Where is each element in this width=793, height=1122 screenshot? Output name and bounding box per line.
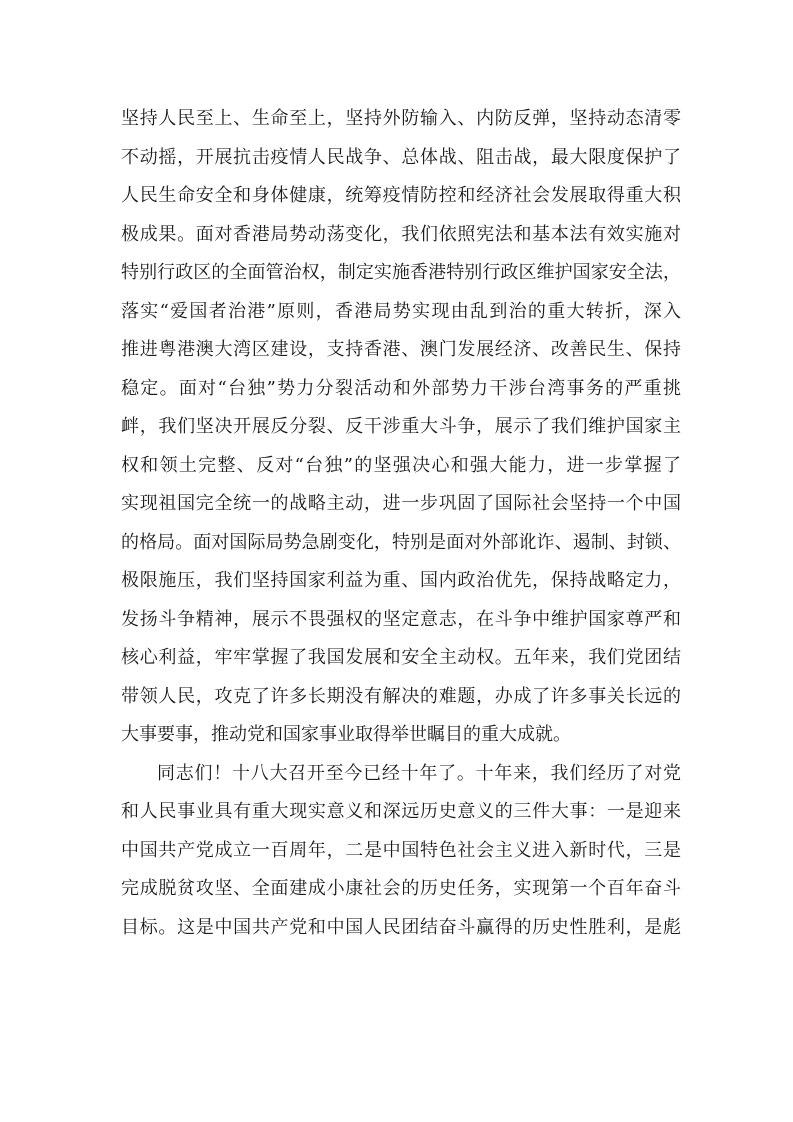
text-line: 发扬斗争精神，展示不畏强权的坚定意志，在斗争中维护国家尊严和	[121, 608, 681, 630]
text-line: 推进粤港澳大湾区建设，支持香港、澳门发展经济、改善民生、保持	[121, 339, 681, 360]
text-line: 同志们！十八大召开至今已经十年了。十年来，我们经历了对党	[157, 762, 681, 784]
text-line: 衅，我们坚决开展反分裂、反干涉重大斗争，展示了我们维护国家主	[121, 416, 681, 437]
text-line: 目标。这是中国共产党和中国人民团结奋斗赢得的历史性胜利，是彪	[121, 916, 681, 938]
text-line: 和人民事业具有重大现实意义和深远历史意义的三件大事：一是迎来	[121, 801, 681, 822]
body-text	[121, 100, 681, 947]
text-line: 实现祖国完全统一的战略主动，进一步巩固了国际社会坚持一个中国	[121, 493, 681, 514]
paragraph	[121, 755, 681, 948]
text-line: 极限施压，我们坚持国家利益为重、国内政治优先，保持战略定力，	[121, 570, 681, 591]
text-line: 核心利益，牢牢掌握了我国发展和安全主动权。五年来，我们党团结	[121, 647, 681, 668]
text-line: 坚持人民至上、生命至上，坚持外防输入、内防反弹，坚持动态清零	[121, 108, 681, 129]
paragraph	[121, 100, 681, 755]
text-line: 不动摇，开展抗击疫情人民战争、总体战、阻击战，最大限度保护了	[121, 146, 681, 168]
text-line: 特别行政区的全面管治权，制定实施香港特别行政区维护国家安全法，	[121, 262, 681, 283]
text-line: 稳定。面对“台独”势力分裂活动和外部势力干涉台湾事务的严重挑	[121, 377, 681, 399]
text-line: 带领人民，攻克了许多长期没有解决的难题，办成了许多事关长远的	[121, 685, 681, 707]
text-line: 权和领土完整、反对“台独”的坚强决心和强大能力，进一步掌握了	[121, 454, 681, 476]
text-line: 中国共产党成立一百周年，二是中国特色社会主义进入新时代，三是	[121, 839, 681, 861]
text-line: 大事要事，推动党和国家事业取得举世瞩目的重大成就。	[121, 724, 571, 745]
text-line: 落实“爱国者治港”原则，香港局势实现由乱到治的重大转折，深入	[121, 300, 681, 322]
text-line: 极成果。面对香港局势动荡变化，我们依照宪法和基本法有效实施对	[121, 223, 681, 245]
text-line: 的格局。面对国际局势急剧变化，特别是面对外部讹诈、遏制、封锁、	[121, 531, 681, 553]
text-line: 人民生命安全和身体健康，统筹疫情防控和经济社会发展取得重大积	[121, 185, 681, 206]
text-line: 完成脱贫攻坚、全面建成小康社会的历史任务，实现第一个百年奋斗	[121, 878, 681, 899]
